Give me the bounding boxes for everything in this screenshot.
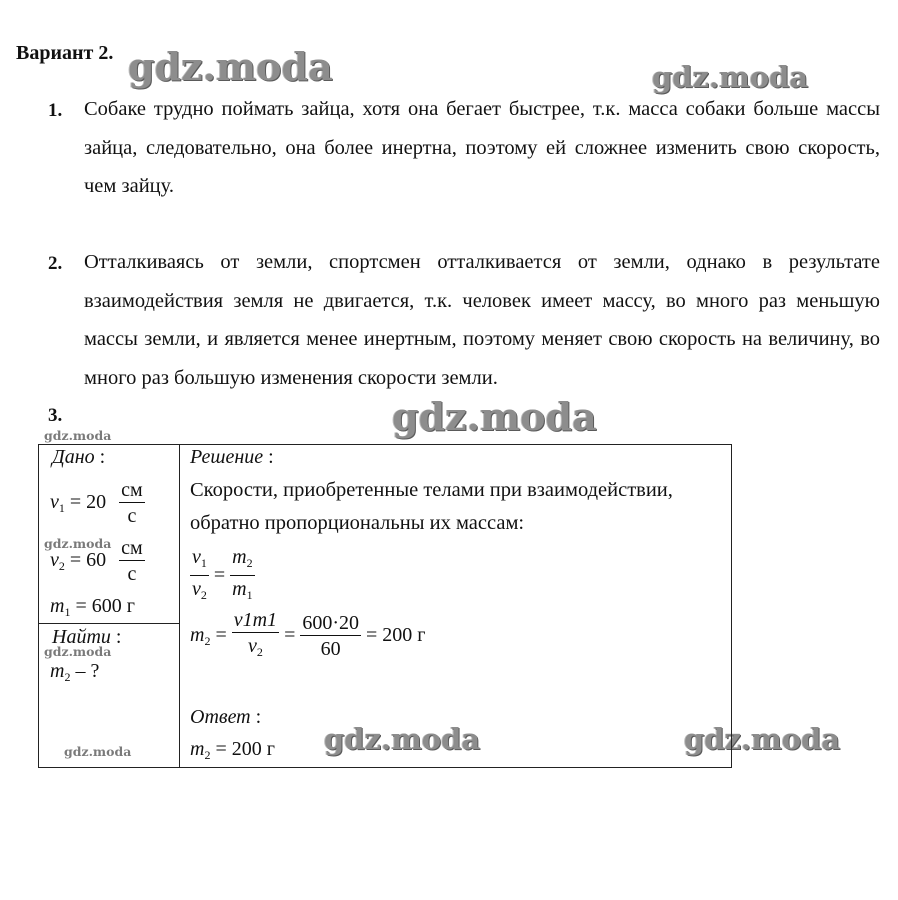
- calc-numerator: v1m1: [233, 609, 278, 631]
- item-number: 3.: [48, 405, 63, 426]
- given-label: Дано :: [52, 446, 106, 468]
- solution-label: Решение :: [190, 446, 274, 468]
- table-divider: [179, 444, 180, 767]
- watermark: gdz.moda: [44, 428, 112, 443]
- table-divider: [38, 623, 180, 624]
- answer-value: $m_2 = 200$ г: [190, 738, 275, 762]
- answer-label: Ответ :: [190, 706, 262, 728]
- item-text: Собаке трудно поймать зайца, хотя она бегает быстрее, т.к. масса собаки больше массы зайца, следовательно, она более инертна, поэтому ей сложнее изменить свою скорость, чем зайцу.: [84, 98, 880, 197]
- solution-line: обратно пропорциональны их массам:: [190, 512, 525, 534]
- watermark: gdz.moda: [44, 644, 112, 659]
- given-v2: $v_2 = 60$ $\frac{см}{с}$: [50, 537, 143, 585]
- watermark: gdz.moda: [128, 44, 333, 89]
- watermark: gdz.moda: [64, 744, 132, 759]
- watermark: gdz.moda: [652, 60, 809, 94]
- watermark: gdz.moda: [324, 722, 481, 756]
- item-number: 2.: [48, 253, 63, 274]
- watermark: gdz.moda: [684, 722, 841, 756]
- item-text: Отталкиваясь от земли, спортсмен отталкивается от земли, однако в результате взаимодействия земля не двигается, т.к. человек имеет массу, во много раз меньшую массы земли, и является менее инертным, поэтому меняет свою скорость на величину, во много раз большую изменения скорости земли.: [84, 251, 880, 389]
- solution-line: Скорости, приобретенные телами при взаимодействии,: [190, 479, 673, 501]
- watermark: gdz.moda: [392, 394, 597, 439]
- variant-heading: Вариант 2.: [16, 42, 114, 64]
- find-label: Найти :: [52, 626, 122, 648]
- given-v1: $v_1 = 20$ $\frac{см}{с}$: [50, 479, 143, 527]
- watermark: gdz.moda: [44, 536, 112, 551]
- given-m1: $m_1 = 600$ г: [50, 595, 135, 619]
- ratio-formula: $\frac{v_1}{v_2}$ = $\frac{m_2}{m_1}$: [192, 546, 253, 602]
- calc-formula: $m_2$ = $\frac{v1m1}{v_2}$ = $\frac{600\cdot 20}{60}$ = 200 г: [190, 609, 426, 660]
- find-m2: $m_2$ – ?: [50, 660, 100, 684]
- item-number: 1.: [48, 100, 63, 121]
